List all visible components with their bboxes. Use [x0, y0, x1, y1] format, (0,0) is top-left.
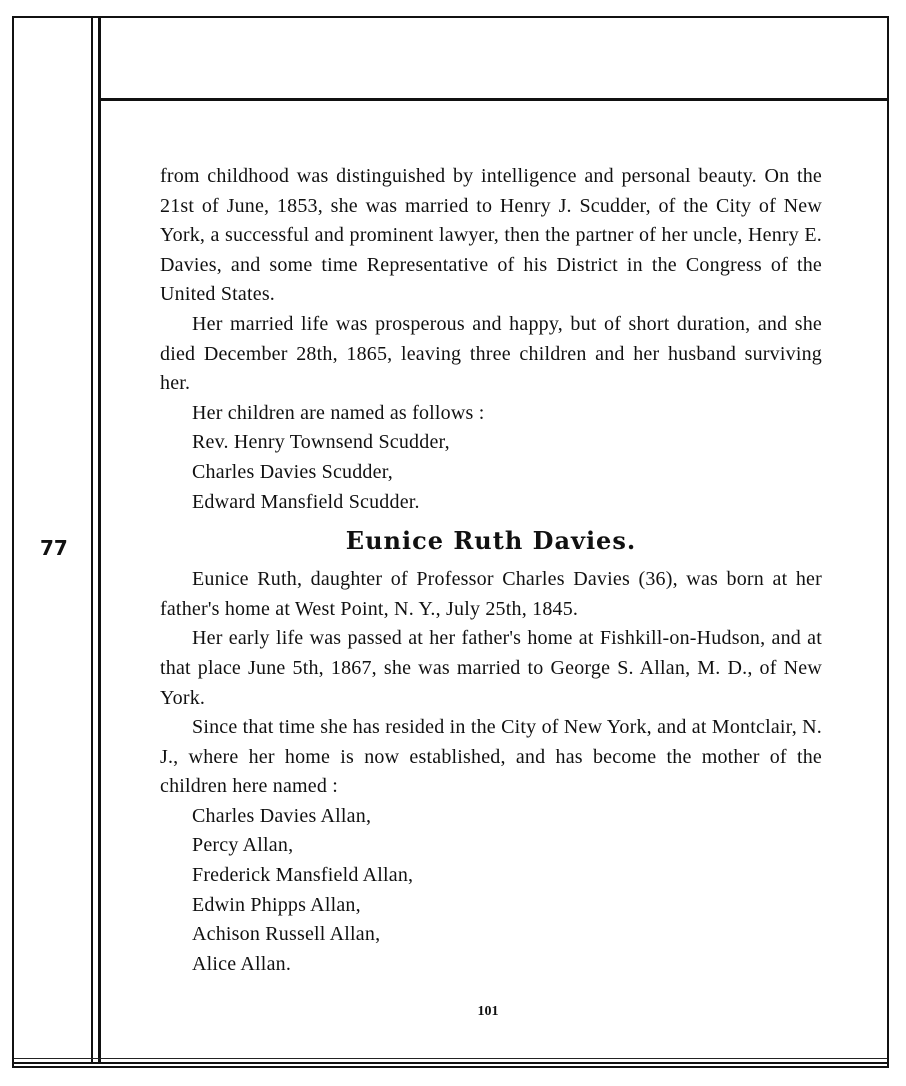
- margin-rule-right: [98, 18, 101, 1064]
- header-box: [101, 18, 889, 101]
- list-item: Alice Allan.: [192, 952, 292, 975]
- page-number: 101: [477, 1004, 499, 1019]
- children-list-scudder: [160, 428, 822, 517]
- list-item: Rev. Henry Townsend Scudder,: [192, 431, 450, 454]
- paragraph: Her children are named as follows :: [192, 401, 485, 424]
- list-item: Frederick Mansfield Allan,: [192, 864, 414, 887]
- children-list-allan: [160, 802, 822, 980]
- paragraph: Her married life was prosperous and happy, but of short duration, and she died December 28th, 1865, leaving three children and her husband surviving her.: [160, 312, 822, 395]
- section-heading: Eunice Ruth Davies.: [345, 526, 637, 556]
- list-item: Edward Mansfield Scudder.: [192, 490, 420, 513]
- list-item: Charles Davies Allan,: [192, 804, 372, 827]
- paragraph: Since that time she has resided in the City of New York, and at Montclair, N. J., where her home is now established, and has become the mother of the children here named :: [160, 716, 822, 798]
- margin-rule-left: [91, 18, 93, 1064]
- paragraph: Her early life was passed at her father's home at Fishkill-on-Hudson, and at that place June 5th, 1867, she was married to George S. Allan, M. D., of New York.: [160, 627, 822, 709]
- paragraph: from childhood was distinguished by intelligence and personal beauty. On the 21st of June, 1853, she was married to Henry J. Scudder, of the City of New York, a successful and prominent lawyer, then the partner of her uncle, Henry E. Davies, and some time Representative of his District in the Congress of the United States.: [160, 165, 822, 306]
- list-item: Achison Russell Allan,: [192, 923, 381, 946]
- list-item: Charles Davies Scudder,: [192, 460, 393, 483]
- page-body: [160, 162, 822, 979]
- list-item: Edwin Phipps Allan,: [192, 893, 361, 916]
- list-item: Percy Allan,: [192, 834, 294, 857]
- margin-entry-number: 77: [40, 536, 68, 560]
- bottom-rule: [14, 1058, 887, 1059]
- bottom-rule-heavy: [14, 1062, 887, 1064]
- paragraph: Eunice Ruth, daughter of Professor Charles Davies (36), was born at her father's home at West Point, N. Y., July 25th, 1845.: [160, 568, 822, 620]
